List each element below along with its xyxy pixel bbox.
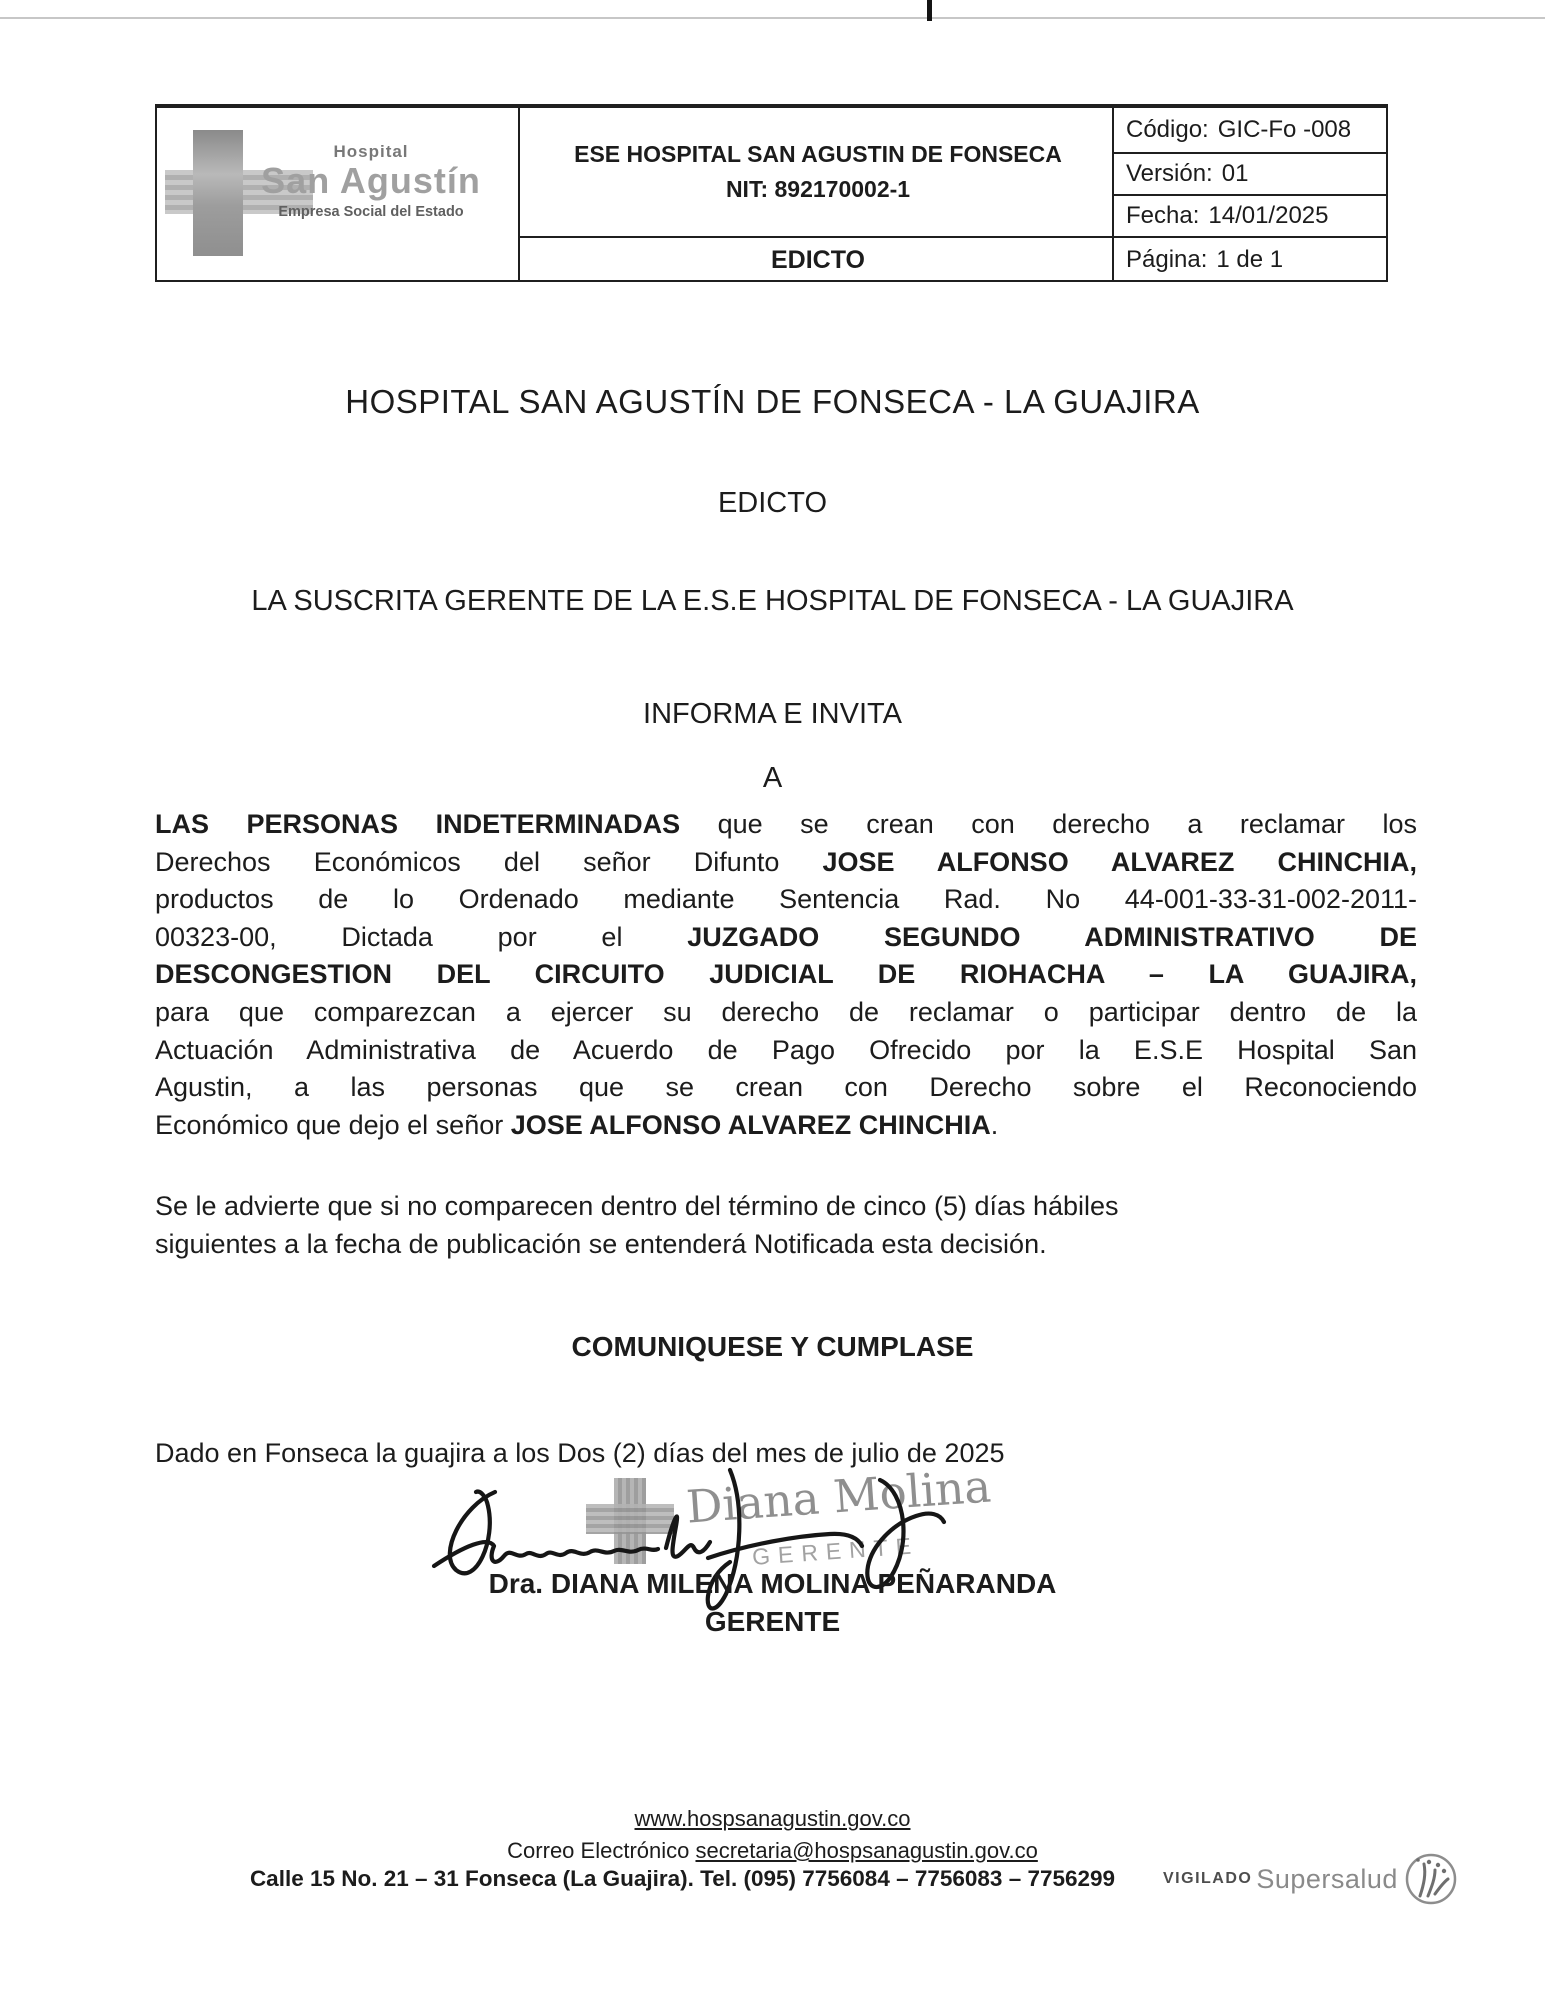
- body-line: [155, 994, 1417, 1032]
- a-heading: A: [762, 762, 783, 794]
- signatory-name: Dra. DIANA MILENA MOLINA PEÑARANDA: [488, 1568, 1057, 1599]
- document-header-table: [155, 104, 1388, 282]
- issued-date-line: Dado en Fonseca la guajira a los Dos (2) días del mes de julio de 2025: [155, 1438, 1005, 1468]
- fecha-label: Fecha:: [1126, 202, 1200, 229]
- website-link: www.hospsanagustin.gov.co: [634, 1806, 911, 1831]
- pagina-label: Página:: [1126, 246, 1208, 273]
- text-segment: Actuación Administrativa de Acuerdo de Pago Ofrecido por la E.S.E Hospital San: [155, 1034, 1417, 1065]
- warning-paragraph: [155, 1188, 1417, 1263]
- text-segment: Agustin, a las personas que se crean con Derecho sobre el Reconociendo: [155, 1072, 1417, 1103]
- document-title: HOSPITAL SAN AGUSTÍN DE FONSECA - LA GUAJIRA: [345, 383, 1200, 420]
- comuniquese-heading: COMUNIQUESE Y CUMPLASE: [571, 1331, 974, 1362]
- body-line: siguientes a la fecha de publicación se entenderá Notificada esta decisión.: [155, 1228, 1047, 1259]
- body-line: [155, 1107, 1417, 1145]
- text-segment: .: [990, 1109, 999, 1140]
- stamp-name: Diana Molina: [684, 1459, 993, 1534]
- stamp-role: GERENTE: [751, 1532, 920, 1570]
- footer-address-line: Calle 15 No. 21 – 31 Fonseca (La Guajira). Tel. (095) 7756084 – 7756083 – 7756299: [249, 1866, 1116, 1891]
- supersalud-label: Supersalud: [1256, 1863, 1398, 1894]
- supersalud-badge: [1163, 1850, 1460, 1908]
- version-label: Versión:: [1126, 160, 1213, 187]
- bold-segment: JUZGADO SEGUNDO ADMINISTRATIVO DE: [687, 921, 1417, 952]
- document-type-cell: EDICTO: [520, 236, 1116, 282]
- scan-artifact-tick: [927, 0, 932, 21]
- body-line: [155, 806, 1417, 844]
- bold-segment: DESCONGESTION DEL CIRCUITO JUDICIAL DE RIOHACHA – LA GUAJIRA,: [155, 959, 1417, 990]
- body-line: [155, 956, 1417, 994]
- edict-body-paragraph: [155, 806, 1417, 1144]
- entity-identification: [520, 108, 1116, 236]
- text-segment: que se crean con derecho a reclamar los: [680, 809, 1417, 839]
- body-line: [155, 1032, 1417, 1070]
- codigo-row: [1114, 108, 1386, 152]
- header-meta-cell: [1112, 108, 1386, 280]
- codigo-value: GIC-Fo -008: [1217, 116, 1352, 143]
- scan-artifact-line: [0, 17, 1545, 19]
- fecha-row: [1114, 194, 1386, 236]
- text-segment: Derechos Económicos del señor Difunto: [155, 846, 823, 877]
- version-row: [1114, 152, 1386, 194]
- signatory-role: GERENTE: [704, 1606, 841, 1637]
- bold-segment: LAS PERSONAS INDETERMINADAS: [155, 809, 681, 839]
- text-segment: para que comparezcan a ejercer su derecho de reclamar o participar dentro de la: [155, 996, 1417, 1027]
- body-line: [155, 1069, 1417, 1107]
- entity-nit: NIT: 892170002-1: [725, 176, 911, 202]
- logo-tagline: Empresa Social del Estado: [278, 203, 464, 220]
- hospital-logo-cell: [157, 108, 520, 280]
- text-segment: Económico que dejo el señor: [155, 1109, 511, 1140]
- edicto-heading: EDICTO: [717, 487, 828, 519]
- logo-name: San Agustín: [261, 160, 481, 201]
- informa-heading: INFORMA E INVITA: [643, 698, 902, 730]
- body-line: [155, 919, 1417, 957]
- text-segment: productos de lo Ordenado mediante Sentencia Rad. No 44-001-33-31-002-2011-: [155, 884, 1417, 915]
- issuer-heading: LA SUSCRITA GERENTE DE LA E.S.E HOSPITAL DE FONSECA - LA GUAJIRA: [251, 585, 1294, 617]
- bold-segment: JOSE ALFONSO ALVAREZ CHINCHIA: [510, 1109, 991, 1140]
- entity-name: ESE HOSPITAL SAN AGUSTIN DE FONSECA: [574, 141, 1062, 167]
- body-line: [155, 844, 1417, 882]
- body-line: [155, 881, 1417, 919]
- hospital-logo-text: [249, 142, 493, 220]
- supersalud-logo-icon: [1402, 1850, 1460, 1908]
- logo-hospital-word: Hospital: [333, 142, 409, 161]
- email-label: Correo Electrónico: [507, 1838, 690, 1863]
- vigilado-label: VIGILADO: [1163, 1870, 1253, 1887]
- fecha-value: 14/01/2025: [1208, 202, 1329, 229]
- header-middle-cell: [520, 108, 1116, 280]
- body-line: Se le advierte que si no comparecen dentro del término de cinco (5) días hábiles: [155, 1191, 1119, 1221]
- codigo-label: Código:: [1126, 116, 1209, 143]
- version-value: 01: [1221, 160, 1249, 187]
- footer-website: [0, 1806, 1545, 1832]
- pagina-value: 1 de 1: [1216, 246, 1284, 273]
- pagina-row: [1114, 236, 1386, 282]
- email-link: secretaria@hospsanagustin.gov.co: [695, 1838, 1038, 1863]
- hospital-cross-icon: [193, 130, 243, 256]
- text-segment: 00323-00, Dictada por el: [155, 921, 688, 952]
- bold-segment: JOSE ALFONSO ALVAREZ CHINCHIA,: [822, 846, 1417, 877]
